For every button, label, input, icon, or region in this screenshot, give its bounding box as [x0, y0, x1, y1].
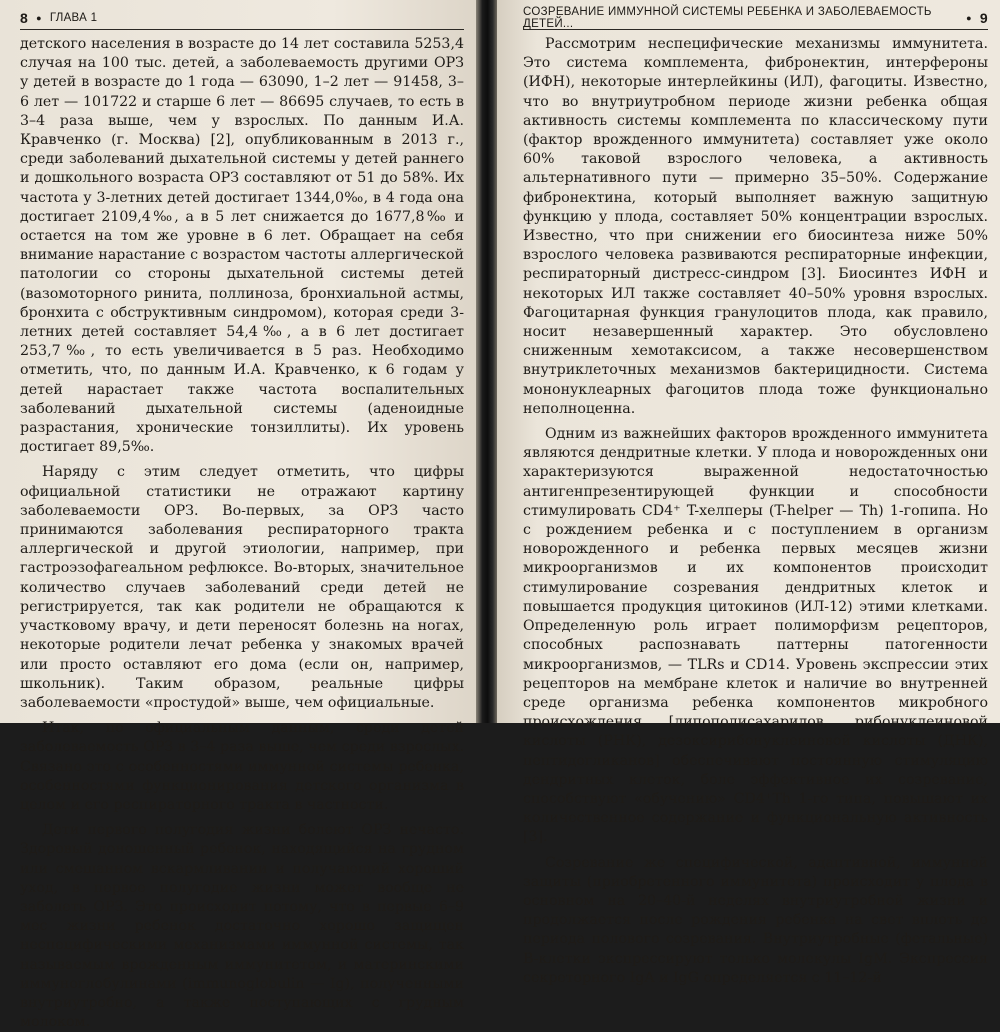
paragraph: детского населения в возрасте до 14 лет составила 5253,4 случая на 100 тыс. детей, а заболеваемость другими ОРЗ у детей в возрасте до 1 года — 63090, 1–2 лет — 91458, 3–6 лет — 101722 и старше 6 лет — 86695 случаев, то есть в 3–4 раза выше, чем у взрослых. По данным И.А. Кравченко (г. Москва) [2], опубликованным в 2013 г., среди заболеваний дыхательной системы у детей раннего и дошкольного возраста ОРЗ составляют от 51 до 58%. Их частота у 3-летних детей достигает 1344,0‰, в 4 года она достигает 2109,4‰, а в 5 лет снижается до 1677,8‰ и остается на том же уровне в 6 лет. Обращает на себя внимание нарастание с возрастом частоты аллергической патологии со стороны дыхательной системы детей (вазомоторного ринита, поллиноза, бронхиальной астмы, бронхита с обструктивным синдромом), которая среди 3-летних детей составляет 54,4‰, а в 6 лет достигает 253,7‰, то есть увеличивается в 5 раз. Необходимо отметить, что, по данным И.А. Кравченко, к 6 годам у детей нарастает также частота воспалительных заболеваний дыхательной системы (аденоидные разрастания, хронические тонзиллиты). Их уровень достигает 89,5‰.	[20, 36, 464, 456]
book-gutter	[476, 0, 497, 723]
paragraph: Одним из важнейших факторов врожденного иммунитета являются дендритные клетки. У плода и новорожденных они характеризуются выраженной недостаточностью антигенпрезентирующей функции и способности стимулировать CD4⁺ T-хелперы (T-helper — Th) 1-гопипа. Но с рождением ребенка и с поступлением в организм новорожденного и ребенка первых месяцев жизни микроорганизмов и их компонентов происходит стимулирование созревания дендритных клеток и повышается продукция цитокинов (ИЛ-12) этими клетками. Определенную роль играет полиморфизм рецепторов, способных распознавать паттерны патогенности микроорганизмов, — TLRs и CD14. Уровень экспрессии этих рецепторов на мембране клеток и наличие во внутренней среде организма ребенка компонентов микробного происхождения [липополисахаридов, рибонуклеиновой кислоты (РНК), дезоксирибонуклеиновой кислоты (ДНК), пептидогликанов] обеспечивают постоянную стимуляцию дендритных клеток, боле эффективное их созревание, способствуют «обучению» CD4⁺Th 1-го типа, повышают их количественное содержание и функциональную активность [3].	[523, 426, 988, 846]
paragraph: Итак, по официальным данным, среди детей заболеваемость ОРЗ в 3–4 раза выше, чем среди взрослых. Связано это с особенностями иммунной системы ребенка, особенностями функционирования детского организма в целом и его респираторного тракта в частности.	[20, 720, 464, 813]
right-page-number: 9	[979, 9, 988, 26]
paragraph: Дети первого полугодия жизни болеют ОРЗ нечасто. Здоровый доношенный ребенок, находящийся на грудном или смешанном вскармливании и получающий хороший уход, в первое полугодие жизни может вообще не заболеть ОРЗ. Это происходит потому, что в первые 6–9 мес жизни ребенок достаточно хорошо защищен неспецифическими механизмами иммунной системы, так называемым врожденным иммунитетом, и материнскими иммуноглобулинами (immunoglobulin — Ig), полученными внутриутробно, а также поступающих с грудным молоком.	[20, 822, 464, 1031]
left-page-number: 8	[20, 9, 29, 26]
left-body-text	[20, 35, 464, 1032]
paragraph: Созревание же специфической, адаптивной, иммунной защиты (приобретенного иммунитета) происходит у плода в основном на 20–40-й неделях внутриутробной жизни и продолжается после рождения ребенка на свет вплоть до периода полового созревания. Внутриутробные (фетальные) B-клетки экспрессируют только молекулы IgM. Экспрессия секреторного IgA и IgG определяется с 11–12-й	[523, 854, 988, 986]
bullet-icon: ●	[36, 12, 42, 23]
left-page	[0, 0, 476, 1031]
paragraph: Рассмотрим неспецифические механизмы иммунитета. Это система комплемента, фибронектин, интерфероны (ИФН), некоторые интерлейкины (ИЛ), фагоциты. Известно, что во внутриутробном периоде жизни ребенка общая активность системы комплемента по классическому пути (фактор врожденного иммунитета) составляет уже около 60% таковой взрослого человека, а активность альтернативного пути — примерно 35–50%. Содержание фибронектина, который выполняет важную защитную функцию у плода, составляет 50% концентрации взрослых. Известно, что при снижении его биосинтеза ниже 50% взрослого человека развиваются респираторные инфекции, респираторный дистресс-синдром [3]. Биосинтез ИФН и некоторых ИЛ также составляет 40–50% уровня взрослых. Фагоцитарная функция гранулоцитов плода, как правило, носит незавершенный характер. Это обусловлено сниженным хемотаксисом, а также несовершенством внутриклеточных механизмов бактерицидности. Система мононуклеарных фагоцитов плода тоже функционально неполноценна.	[523, 36, 988, 417]
left-chapter-title: ГЛАВА 1	[49, 11, 98, 24]
left-running-head	[20, 6, 464, 30]
right-page	[497, 0, 1000, 986]
paragraph: Наряду с этим следует отметить, что цифры официальной статистики не отражают картину заболеваемости ОРЗ. Во-первых, за ОРЗ часто принимаются заболевания респираторного тракта аллергической и другой этиологии, например, при гастроэзофагеальном рефлюксе. Во-вторых, значительное количество случаев заболеваний среди детей не регистрируется, так как родители не обращаются к участковому врачу, и дети переносят болезнь на ногах, некоторые родители лечат ребенка у знакомых врачей или просто оставляют его дома (если он, например, школьник). Таким образом, реальные цифры заболеваемости «простудой» выше, чем официальные.	[20, 464, 464, 711]
right-body-text	[523, 35, 988, 988]
right-running-head	[523, 6, 988, 30]
bullet-icon: ●	[966, 12, 972, 23]
right-section-title: СОЗРЕВАНИЕ ИММУННОЙ СИСТЕМЫ РЕБЕНКА И ЗАБОЛЕВАЕМОСТЬ ДЕТЕЙ...	[523, 5, 932, 30]
